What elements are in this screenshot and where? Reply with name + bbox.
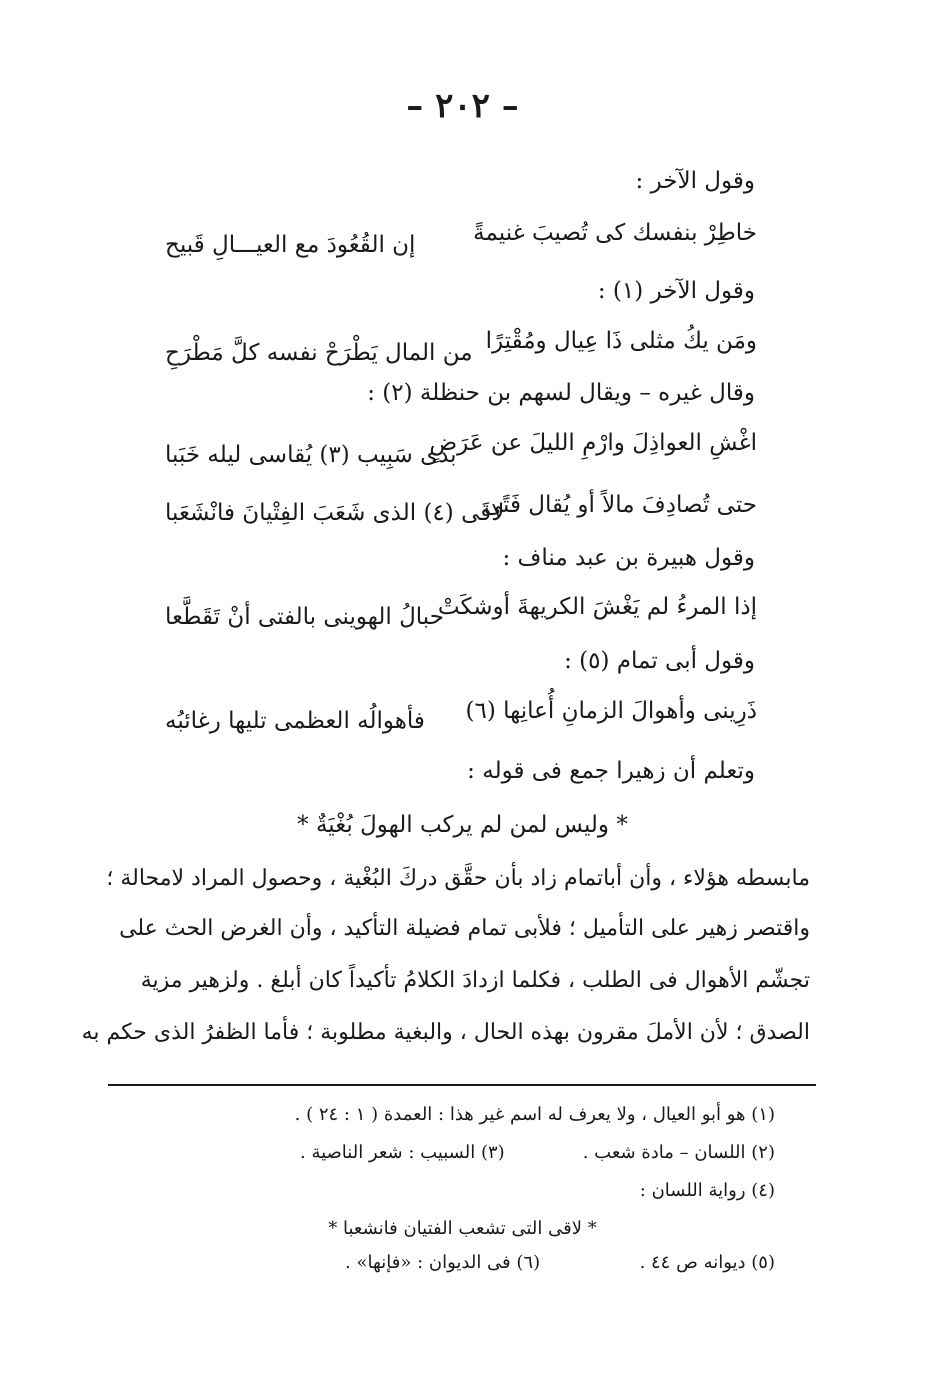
verse-hemistich-right: اغْشِ العواذِلَ وارْمِ الليلَ عن عَرَضٍ	[429, 430, 757, 456]
footnote: (٤) رواية اللسان :	[639, 1180, 775, 1201]
paragraph-line: واقتصر زهير على التأميل ؛ فلأبى تمام فضيلة التأكيد ، وأن الغرض الحث على	[119, 916, 810, 941]
intro-line: وتعلم أن زهيرا جمع فى قوله :	[467, 758, 755, 784]
verse-hemistich-left: من المال يَطْرَحْ نفسه كلَّ مَطْرَحِ	[165, 340, 473, 366]
page-number: – ٢٠٢ –	[406, 86, 519, 126]
intro-line: وقول الآخر (١) :	[597, 278, 755, 304]
intro-line: وقول هبيرة بن عبد مناف :	[502, 545, 755, 571]
paragraph-line: تجشّم الأهوال فى الطلب ، فكلما ازدادَ الكلامُ تأكيداً كان أبلغ . ولزهير مزية	[140, 968, 810, 993]
verse-hemistich-right: حتى تُصادِفَ مالاً أو يُقال فَتًى	[483, 492, 757, 518]
footnote: (٢) اللسان – مادة شعب .	[582, 1142, 775, 1163]
intro-line: وقال غيره – ويقال لسهم بن حنظلة (٢) :	[367, 380, 755, 406]
verse-hemistich-right: إذا المرءُ لم يَغْشَ الكريهةَ أوشكَتْ	[437, 594, 757, 620]
verse-hemistich-right: خاطِرْ بنفسك كى تُصيبَ غنيمةً	[473, 220, 757, 246]
footnote-verse: * لاقى التى تشعب الفتيان فانشعبا *	[328, 1218, 597, 1239]
paragraph-line: الصدق ؛ لأن الأملَ مقرون بهذه الحال ، والبغية مطلوبة ؛ فأما الظفرُ الذى حكم به	[81, 1020, 810, 1045]
verse-hemistich-left: بذى سَبِيب (٣) يُقاسى ليله خَبَبا	[165, 442, 457, 468]
intro-line: وقول الآخر :	[635, 168, 755, 194]
verse-hemistich-right: ذَرِينى وأهوالَ الزمانِ أُعانِها (٦)	[465, 698, 757, 724]
footnote: (١) هو أبو العيال ، ولا يعرف له اسم غير هذا : العمدة ( ١ : ٢٤ ) .	[294, 1104, 775, 1125]
verse-hemistich-left: حبالُ الهوينى بالفتى أنْ تَقَطَّعا	[165, 604, 444, 630]
verse-hemistich-left: فأهوالُه العظمى تليها رغائبُه	[165, 708, 425, 734]
verse-hemistich-left: إن القُعُودَ مع العيـــالِ قَبيح	[165, 232, 416, 258]
footnote: (٣) السبيب : شعر الناصية .	[300, 1142, 505, 1163]
intro-line: وقول أبى تمام (٥) :	[564, 648, 755, 674]
hemistich-quote: * وليس لمن لم يركب الهولَ بُغْيَةٌ *	[297, 812, 628, 838]
paragraph-line: مابسطه هؤلاء ، وأن أباتمام زاد بأن حقَّق دركَ البُغْية ، وحصول المراد لامحالة ؛	[106, 866, 810, 891]
verse-hemistich-right: ومَن يكُ مثلى ذَا عِيال ومُقْتِرًا	[485, 328, 757, 354]
footnote-divider	[108, 1084, 816, 1086]
footnote: (٥) ديوانه ص ٤٤ .	[639, 1252, 775, 1273]
verse-hemistich-left: لاقَى (٤) الذى شَعَبَ الفِتْيانَ فانْشَعَبا	[165, 500, 505, 526]
footnote: (٦) فى الديوان : «فإنها» .	[345, 1252, 541, 1273]
